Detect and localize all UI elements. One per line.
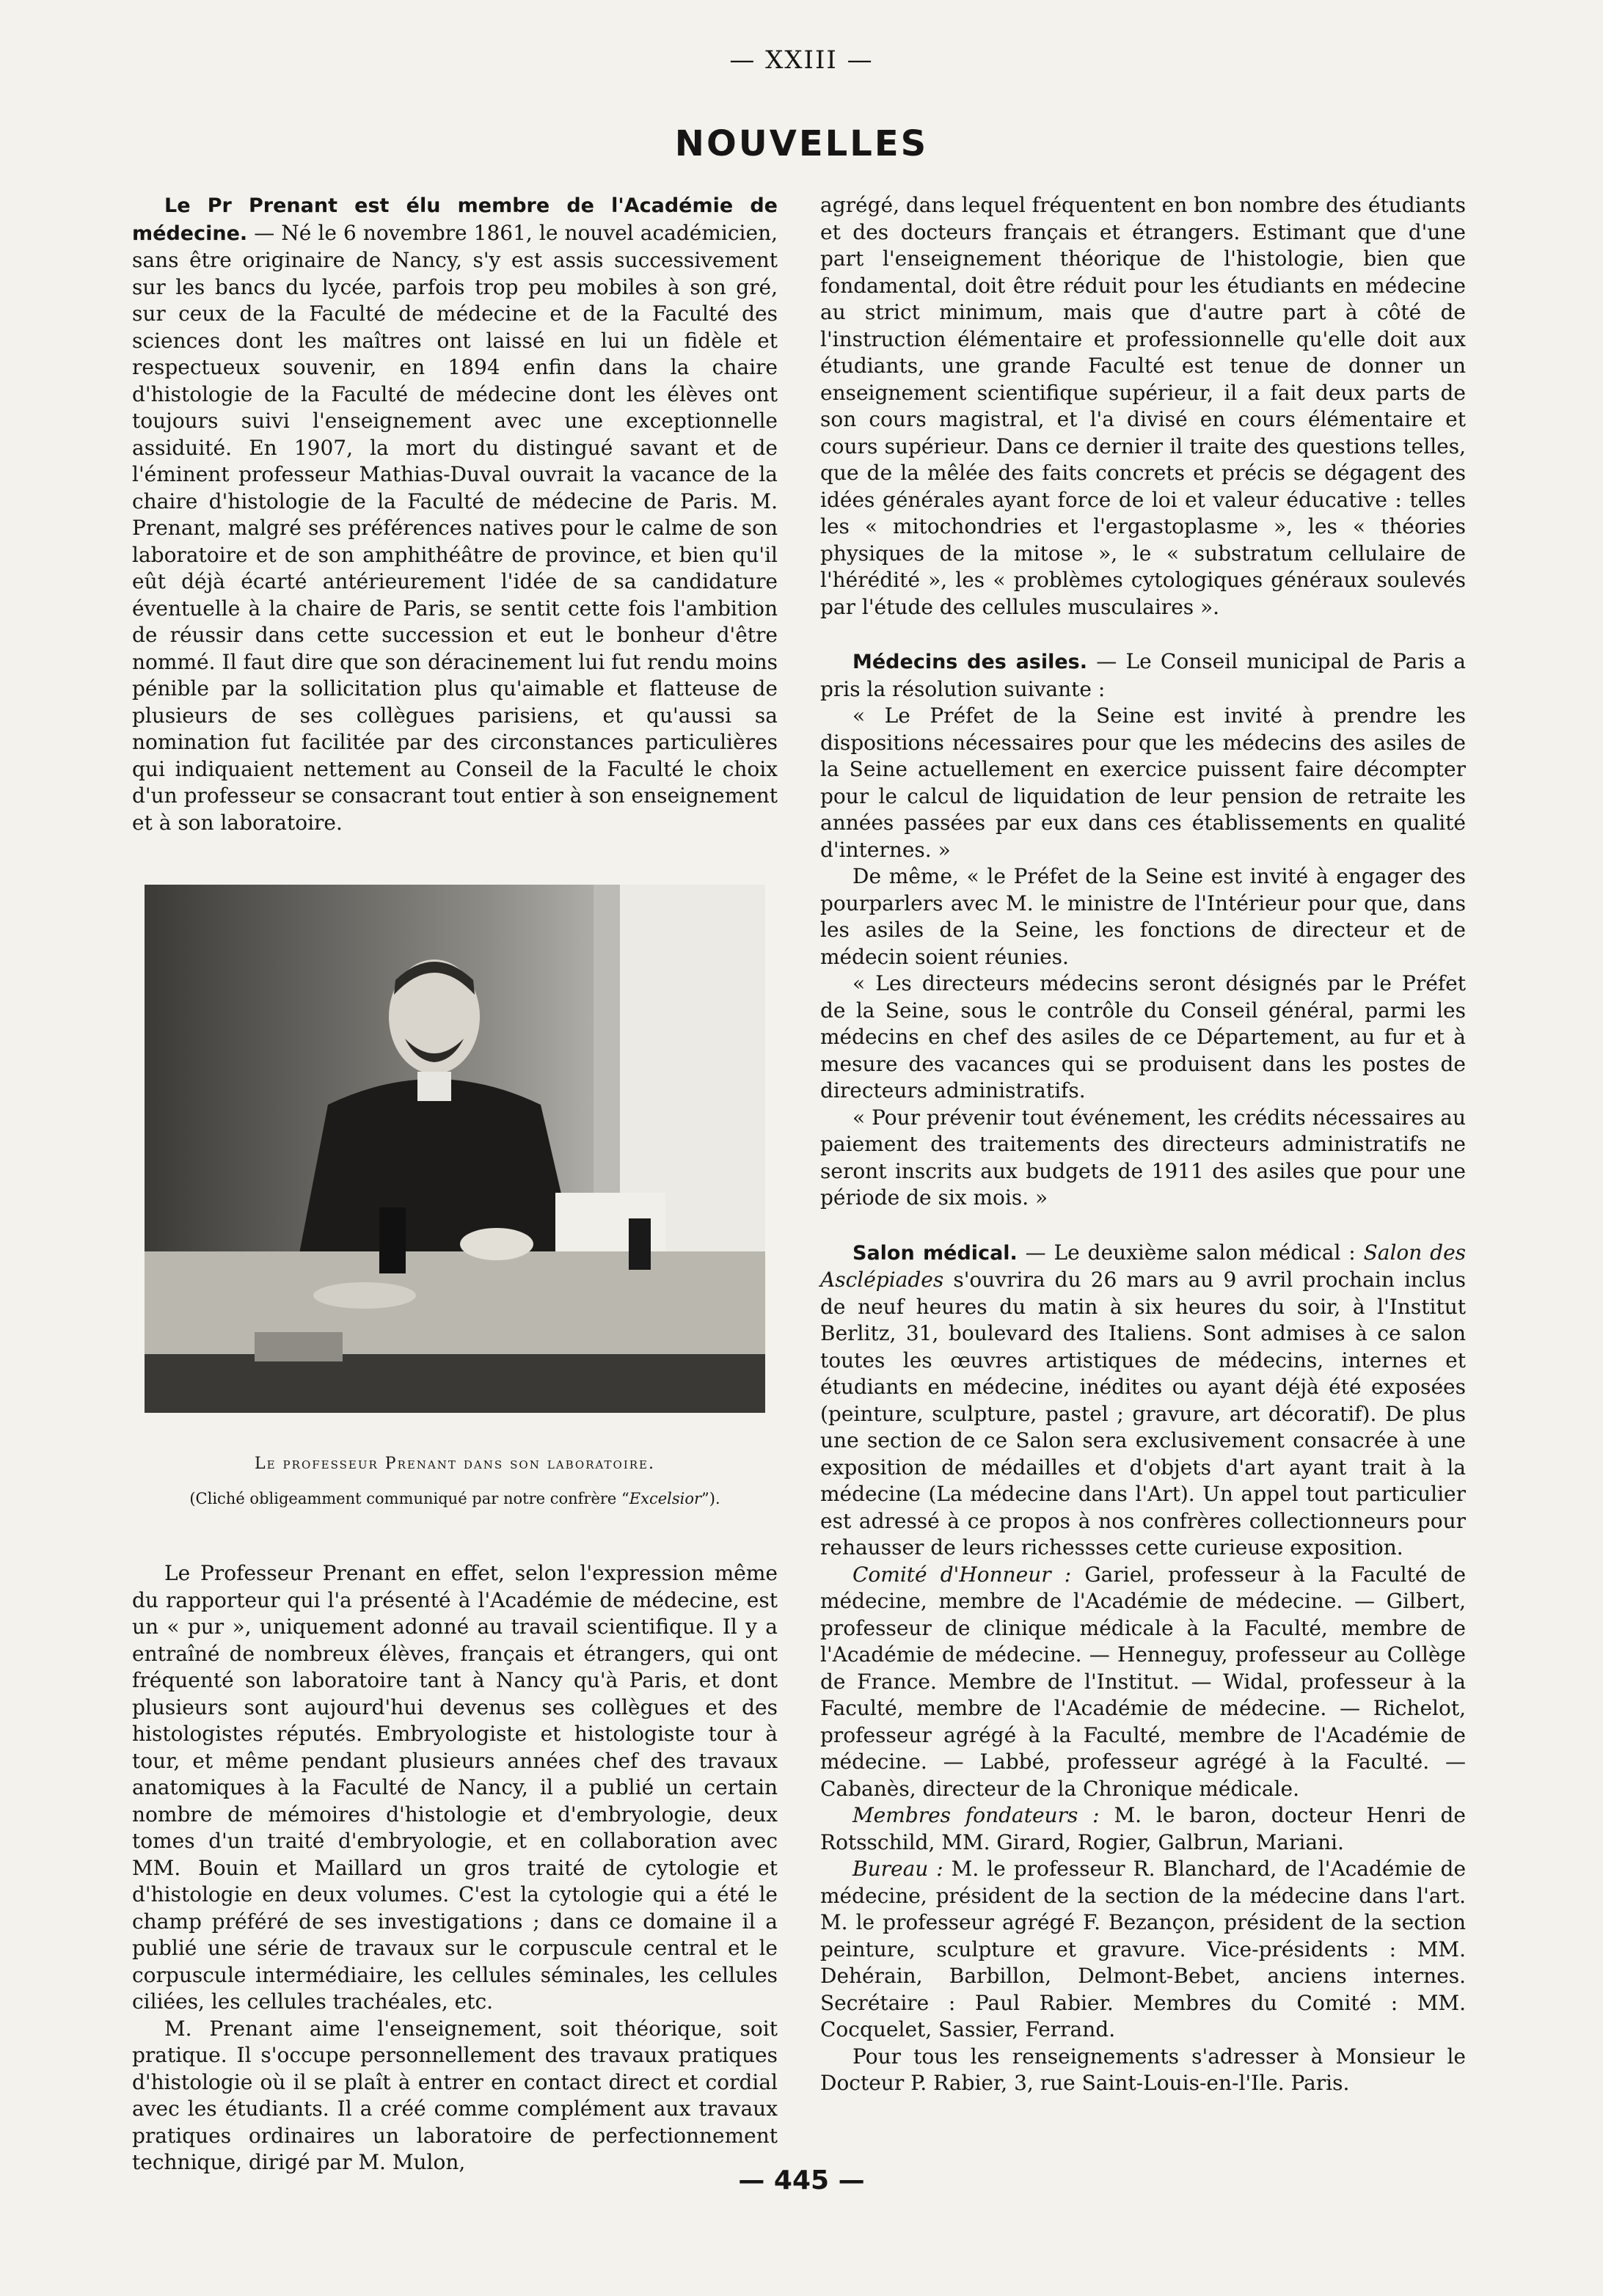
comite-text: Gariel, professeur à la Faculté de médecine, membre de l'Académie de médecine. — Gilbert, professeur de clinique médicale à la Faculté, membre de l'Académie de médecine. — Henneguy, professeur au Collège de France. Membre de l'Institut. — Widal, professeur à la Faculté, membre de l'Académie de médecine. — Richelot, professeur agrégé à la Faculté, membre de l'Académie de médecine. — Labbé, professeur agrégé à la Faculté. — Cabanès, directeur de la Chronique médicale. xyxy=(820,1562,1467,1801)
article-intro-salon: — Le deuxième salon médical : xyxy=(1025,1240,1356,1265)
right-column xyxy=(820,192,1466,2097)
article-intro-asiles: — Le Conseil municipal de Paris a pris la résolution suivante : xyxy=(820,649,1467,701)
figure-credit-end: ”). xyxy=(701,1489,720,1507)
bureau-label: Bureau : xyxy=(852,1857,943,1881)
paragraph-prenant-enseignement: M. Prenant aime l'enseignement, soit théorique, soit pratique. Il s'occupe personnellement des travaux pratiques d'histologie où il se plaît à entrer en contact direct et cordial avec les étudiants. Il a créé comme complément aux travaux pratiques ordinaires un laboratoire de perfectionnement technique, dirigé par M. Mulon, xyxy=(132,2016,778,2174)
article-salon xyxy=(820,1240,1466,1562)
paragraph-membres xyxy=(820,1802,1466,1856)
article-body-prenant: — Né le 6 novembre 1861, le nouvel académicien, sans être originaire de Nancy, s'y est assis successivement sur les bancs du lycée, parfois trop peu mobiles à son gré, sur ceux de la Faculté de médecine et de la Faculté des sciences dont les maîtres ont laissé en lui un fidèle et respectueux souvenir, en 1894 enfin dans la chaire d'histologie de la Faculté de médecine dont les élèves ont toujours suivi l'enseignement avec une exceptionnelle assiduité. En 1907, la mort du distingué savant et de l'éminent professeur Mathias-Duval ouvrait la vacance de la chaire d'histologie de la Faculté de médecine de Paris. M. Prenant, malgré ses préférences natives pour le calme de son laboratoire et de son amphithéâtre de province, et bien qu'il eût déjà écarté antérieurement l'idée de sa candidature éventuelle à la chaire de Paris, se sentit cette fois l'ambition de réussir dans cette succession et eut le bonheur d'être nommé. Il faut dire que son déracinement lui fut rendu moins pénible par la sollicitation plus qu'aimable et flatteuse de plusieurs de ses collègues parisiens, et qu'aussi sa nomination fut facilitée par des circonstances particulières qui indiquaient nettement au Conseil de la Faculté le choix d'un professeur se consacrant tout entier à son enseignement et à son laboratoire. xyxy=(132,220,778,835)
article-asiles xyxy=(820,648,1466,703)
figure-credit-text: (Cliché obligeamment communiqué par notre confrère “ xyxy=(189,1489,629,1507)
figure-credit xyxy=(145,1485,765,1513)
article-body-salon: s'ouvrira du 26 mars au 9 avril prochain inclus de neuf heures du matin à six heures du soir, à l'Institut Berlitz, 31, boulevard des Italiens. Sont admises à ce salon toutes les œuvres artistiques de médecins, internes et étudiants en médecine, inédites ou ayant déjà été exposées (peinture, sculpture, pastel ; gravure, art décoratif). De plus une section de ce Salon sera exclusivement consacrée à une exposition de médailles et d'objets d'art ayant trait à la médecine (La médecine dans l'Art). Un appel tout particulier est adressé à ce propos à nos confrères collectionneurs pour rehausser de leurs richessses cette curieuse exposition. xyxy=(820,1268,1466,1560)
comite-label: Comité d'Honneur : xyxy=(852,1562,1072,1587)
paragraph-closing: Pour tous les renseignements s'adresser à Monsieur le Docteur P. Rabier, 3, rue Saint-Louis-en-l'Ile. Paris. xyxy=(820,2044,1466,2095)
membres-text: M. le baron, docteur Henri de Rotsschild, MM. Girard, Rogier, Galbrun, Mariani. xyxy=(820,1803,1466,1854)
paragraph-continuation: agrégé, dans lequel fréquentent en bon nombre des étudiants et des docteurs français et étrangers. Estimant que d'une part l'enseignement théorique de l'histologie, bien que fondamental, doit être réduit pour les étudiants en médecine au strict minimum, mais que d'autre part à côté de l'instruction élémentaire et professionnelle qu'elle doit aux étudiants, une grande Faculté est tenue de donner un enseignement scientifique supérieur, il a fait deux parts de son cours magistral, et l'a divisé en cours élémentaire et cours supérieur. Dans ce dernier il traite des questions telles, que de la mêlée des faits concrets et précis se dégagent des idées générales ayant force de loi et valeur éducative : telles les « mitochondries et l'ergastoplasme », les « théories physiques de la mitose », le « substratum cellulaire de l'hérédité », les « problèmes cytologiques généraux soulevés par l'étude des cellules musculaires ». xyxy=(820,193,1466,619)
paragraph-asiles-1: « Le Préfet de la Seine est invité à prendre les dispositions nécessaires pour que les médecins des asiles de la Seine actuellement en exercice puissent faire décompter pour le calcul de liquidation de leur pension de retraite les années passées par eux dans ces établissements en qualité d'internes. » xyxy=(820,703,1466,862)
figure-credit-journal: Excelsior xyxy=(629,1489,702,1507)
figure-prenant xyxy=(145,885,765,1512)
page-number: — 445 — xyxy=(738,2165,865,2196)
article-title-prenant: Le Pr Prenant est élu membre de l'Académie de médecine. xyxy=(132,194,778,245)
article-title-salon: Salon médical. xyxy=(852,1241,1018,1265)
portrait-photo xyxy=(145,885,765,1413)
article-prenant xyxy=(132,192,778,836)
paragraph-bureau xyxy=(820,1856,1466,2044)
page-header-roman: — XXIII — xyxy=(729,45,874,75)
paragraph-prenant-pur: Le Professeur Prenant en effet, selon l'expression même du rapporteur qui l'a présenté à l'Académie de médecine, est un « pur », uniquement adonné au travail scientifique. Il y a entraîné de nombreux élèves, français et étrangers, qui ont fréquenté son laboratoire tant à Nancy qu'à Paris, et dont plusieurs sont aujourd'hui devenus ses collègues et des histologistes réputés. Embryologiste et histologiste tour à tour, et même pendant plusieurs années chef des travaux anatomiques à la Faculté de Nancy, il a publié un certain nombre de mémoires d'histologie et d'embryologie, deux tomes d'un traité d'embryologie, et en collaboration avec MM. Bouin et Maillard un gros traité de cytologie et d'histologie en deux volumes. C'est la cytologie qui a été le champ préféré de ses investigations ; dans ce domaine il a publié une série de travaux sur le corpuscule central et le corpuscule intermédiaire, les cellules séminales, les cellules ciliées, les cellules trachéales, etc. xyxy=(132,1561,778,2014)
article-title-asiles: Médecins des asiles. xyxy=(852,651,1088,673)
paragraph-asiles-4: « Pour prévenir tout événement, les crédits nécessaires au paiement des traitements des directeurs administratifs ne seront inscrits aux budgets de 1911 des asiles que pour une période de six mois. » xyxy=(820,1105,1466,1210)
paragraph-asiles-2: De même, « le Préfet de la Seine est invité à engager des pourparlers avec M. le ministre de l'Intérieur pour que, dans les asiles de la Seine, les fonctions de directeur et de médecin soient réunies. xyxy=(820,864,1466,969)
bureau-text: M. le professeur R. Blanchard, de l'Académie de médecine, président de la section de la médecine dans l'art. M. le professeur agrégé F. Bezançon, président de la section peinture, sculpture et gravure. Vice-présidents : MM. Dehérain, Barbillon, Delmont-Bebet, anciens internes. Secrétaire : Paul Rabier. Membres du Comité : MM. Cocquelet, Sassier, Ferrand. xyxy=(820,1857,1467,2041)
paragraph-asiles-3: « Les directeurs médecins seront désignés par le Préfet de la Seine, sous le contrôle du Conseil général, parmi les médecins en chef des asiles de ce Département, au fur et à mesure des vacances qui se produisent dans les postes de directeurs administratifs. xyxy=(820,971,1466,1103)
left-column xyxy=(132,192,778,2176)
section-title: NOUVELLES xyxy=(674,123,929,164)
portrait-illustration xyxy=(145,885,765,1413)
paragraph-comite xyxy=(820,1562,1466,1803)
salon-name: Salon des Asclépiades xyxy=(820,1240,1467,1292)
figure-caption: Le professeur Prenant dans son laboratoire. xyxy=(255,1455,655,1473)
membres-label: Membres fondateurs : xyxy=(852,1803,1100,1827)
